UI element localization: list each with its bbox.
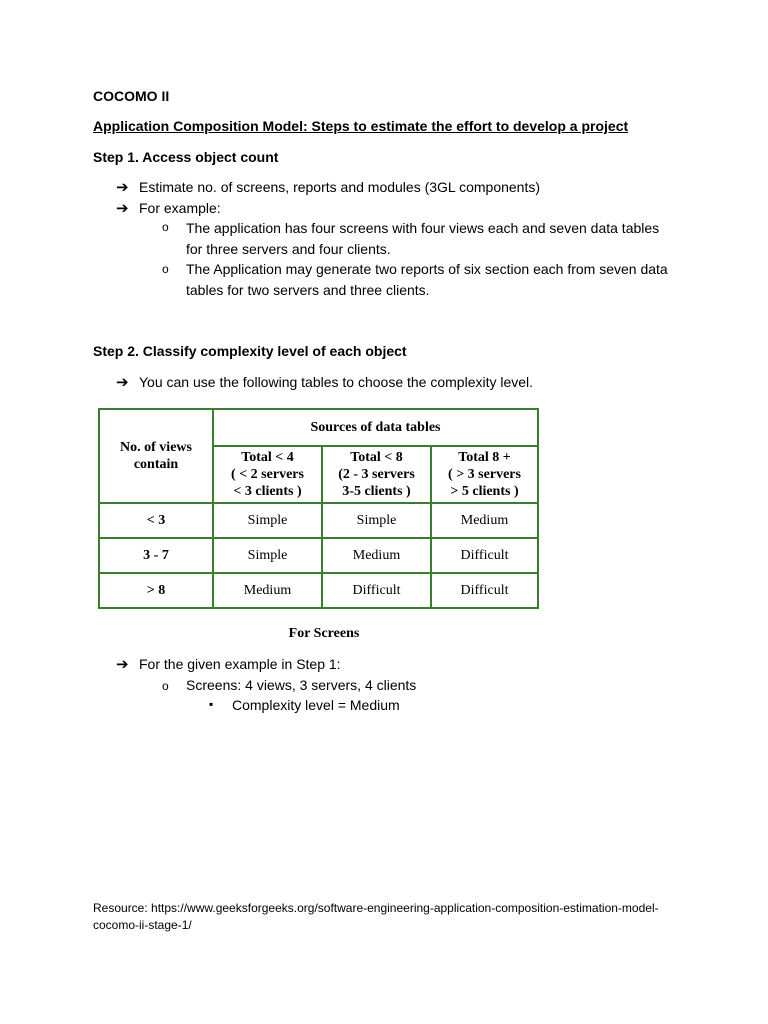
- circle-bullet-icon: o: [162, 679, 169, 693]
- table-cell: Simple: [213, 503, 322, 538]
- step1-example-2: The Application may generate two reports of six section each from seven data tables for two servers and three clients.: [186, 261, 668, 298]
- table-row: [99, 538, 538, 573]
- table-row: [99, 573, 538, 608]
- table-cell: Difficult: [322, 573, 431, 608]
- table-col-header: Total < 4 ( < 2 servers < 3 clients ): [213, 446, 322, 503]
- step1-example-1: The application has four screens with four views each and seven data tables for three servers and four clients.: [186, 220, 660, 257]
- step2-complexity-result: Complexity level = Medium: [232, 697, 400, 713]
- circle-bullet-icon: o: [162, 262, 169, 276]
- table-row-label: > 8: [99, 573, 213, 608]
- arrow-icon: ➔: [116, 656, 129, 673]
- table-cell: Simple: [213, 538, 322, 573]
- table-cell: Medium: [431, 503, 538, 538]
- table-row-label: < 3: [99, 503, 213, 538]
- square-bullet-icon: ▪: [209, 697, 214, 711]
- table-cell: Difficult: [431, 538, 538, 573]
- doc-subtitle: Application Composition Model: Steps to estimate the effort to develop a project: [93, 118, 629, 134]
- table-group-header: Sources of data tables: [213, 409, 538, 446]
- table-row: [99, 503, 538, 538]
- resource-footer: Resource: https://www.geeksforgeeks.org/software-engineering-application-composition-estimation-model-cocomo-ii-stage-1/: [93, 901, 659, 932]
- table-caption: For Screens: [288, 626, 360, 641]
- arrow-icon: ➔: [116, 200, 129, 217]
- table-cell: Difficult: [431, 573, 538, 608]
- arrow-icon: ➔: [116, 179, 129, 196]
- step2-example-intro: For the given example in Step 1:: [139, 656, 341, 672]
- table-row-label: 3 - 7: [99, 538, 213, 573]
- step2-bullet: You can use the following tables to choose the complexity level.: [139, 374, 534, 390]
- step1-heading: Step 1. Access object count: [93, 149, 279, 165]
- table-cell: Medium: [322, 538, 431, 573]
- table-corner-header: No. of views contain: [99, 409, 213, 503]
- table-cell: Simple: [322, 503, 431, 538]
- step2-example-screens: Screens: 4 views, 3 servers, 4 clients: [186, 677, 417, 693]
- step2-heading: Step 2. Classify complexity level of each object: [93, 343, 407, 359]
- table-cell: Medium: [213, 573, 322, 608]
- step1-bullet-2: For example:: [139, 200, 221, 216]
- table-col-header: Total < 8 (2 - 3 servers 3-5 clients ): [322, 446, 431, 503]
- doc-title: COCOMO II: [93, 88, 170, 104]
- complexity-table: [98, 408, 539, 609]
- table-col-header: Total 8 + ( > 3 servers > 5 clients ): [431, 446, 538, 503]
- step1-bullet-1: Estimate no. of screens, reports and modules (3GL components): [139, 179, 541, 195]
- arrow-icon: ➔: [116, 374, 129, 391]
- circle-bullet-icon: o: [162, 220, 169, 234]
